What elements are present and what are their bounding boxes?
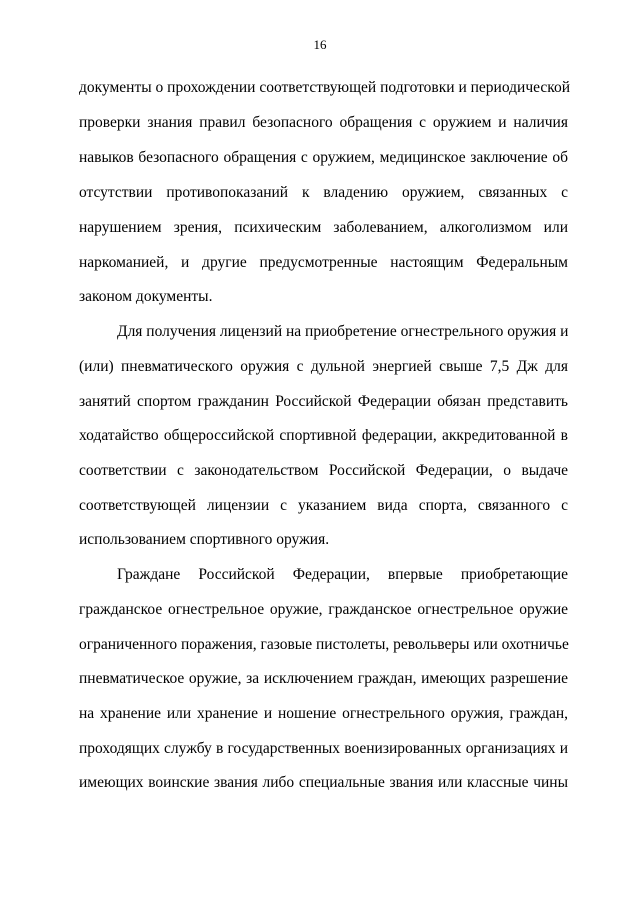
paragraph-2-line-4: ходатайство общероссийской спортивной федерации, аккредитованной в <box>79 427 568 444</box>
paragraph-1-line-5: нарушением зрения, психическим заболеванием, алкоголизмом или <box>79 219 568 236</box>
paragraph-1-line-6: наркоманией, и другие предусмотренные настоящим Федеральным <box>79 254 568 271</box>
paragraph-1-line-3: навыков безопасного обращения с оружием, медицинское заключение об <box>79 149 568 166</box>
paragraph-2-line-3: занятий спортом гражданин Российской Федерации обязан представить <box>79 393 568 410</box>
paragraph-3-line-2: гражданское огнестрельное оружие, гражданское огнестрельное оружие <box>79 601 568 618</box>
paragraph-3-line-6: проходящих службу в государственных военизированных организациях и <box>79 740 568 757</box>
paragraph-3-line-1: Граждане Российской Федерации, впервые приобретающие <box>117 566 568 583</box>
paragraph-1-line-2: проверки знания правил безопасного обращения с оружием и наличия <box>79 114 568 131</box>
paragraph-1-line-7: законом документы. <box>79 288 213 305</box>
page-number: 16 <box>313 37 327 52</box>
paragraph-2-line-6: соответствующей лицензии с указанием вида спорта, связанного с <box>79 497 568 514</box>
paragraph-3-line-4: пневматическое оружие, за исключением граждан, имеющих разрешение <box>79 670 568 687</box>
paragraph-3-line-5: на хранение или хранение и ношение огнестрельного оружия, граждан, <box>79 705 568 722</box>
paragraph-1-line-1: документы о прохождении соответствующей подготовки и периодической <box>79 79 571 96</box>
paragraph-2-line-5: соответствии с законодательством Российской Федерации, о выдаче <box>79 462 568 479</box>
paragraph-2-line-7: использованием спортивного оружия. <box>79 531 330 548</box>
paragraph-2-line-1: Для получения лицензий на приобретение огнестрельного оружия и <box>117 323 569 340</box>
paragraph-3-line-3: ограниченного поражения, газовые пистолеты, револьверы или охотничье <box>79 636 569 653</box>
paragraph-3-line-7: имеющих воинские звания либо специальные звания или классные чины <box>79 774 568 791</box>
paragraph-1-line-4: отсутствии противопоказаний к владению оружием, связанных с <box>79 184 568 201</box>
paragraph-2-line-2: (или) пневматического оружия с дульной энергией свыше 7,5 Дж для <box>79 358 568 375</box>
